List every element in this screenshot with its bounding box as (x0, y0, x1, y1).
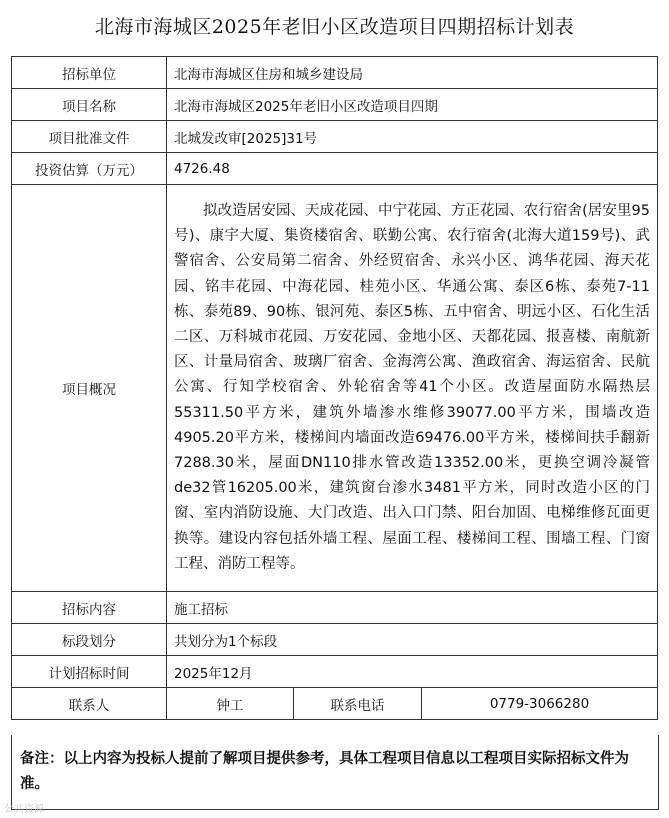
row-value: 4726.48 (167, 153, 658, 185)
row-label: 投资估算（万元） (12, 153, 167, 185)
row-label: 项目批准文件 (12, 121, 167, 153)
row-label: 招标内容 (12, 592, 167, 624)
contact-row (12, 688, 658, 720)
table-row (12, 592, 658, 624)
row-value: 2025年12月 (167, 656, 658, 688)
table-row (12, 185, 658, 592)
row-value: 共划分为1个标段 (167, 624, 658, 656)
row-label: 项目概况 (12, 185, 167, 592)
row-value: 施工招标 (167, 592, 658, 624)
row-label: 项目名称 (12, 89, 167, 121)
contact-name: 钟工 (167, 688, 294, 720)
project-overview-text: 拟改造居安园、天成花园、中宁花园、方正花园、农行宿舍(居安里95号)、康宇大厦、集资楼宿舍、联勤公寓、农行宿舍(北海大道159号)、武警宿舍、公安局第二宿舍、外经贸宿舍、永兴小区、鸿华花园、海天花园、铭丰花园、中海花园、桂苑小区、华通公寓、泰区6栋、泰苑7-11栋、泰苑89、90栋、银河苑、泰区5栋、五中宿舍、明远小区、石化生活二区、万科城市花园、万安花园、金地小区、天都花园、报喜楼、南航新区、计量局宿舍、玻璃厂宿舍、金海湾公寓、渔政宿舍、海运宿舍、民航公寓、行知学校宿舍、外轮宿舍等41个小区。改造屋面防水隔热层55311.50平方米，建筑外墙渗水维修39077.00平方米，围墙改造4905.20平方米，楼梯间内墙面改造69476.00平方米，楼梯间扶手翻新7288.30米，屋面DN110排水管改造13352.00米，更换空调冷凝管de32管16205.00米，建筑窗台渗水3481平方米，同时改造小区的门窗、室内消防设施、大门改造、出入口门禁、阳台加固、电梯维修瓦面更换等。建设内容包括外墙工程、屋面工程、楼梯间工程、围墙工程、门窗工程、消防工程等。 (167, 185, 658, 592)
phone-label: 联系电话 (294, 688, 422, 720)
table-row (12, 57, 658, 89)
table-row (12, 656, 658, 688)
table-row (12, 153, 658, 185)
tender-plan-table (11, 56, 658, 720)
table-row (12, 89, 658, 121)
row-label: 计划招标时间 (12, 656, 167, 688)
page-title: 北海市海城区2025年老旧小区改造项目四期招标计划表 (94, 16, 575, 38)
contact-label: 联系人 (12, 688, 167, 720)
phone-number: 0779-3066280 (422, 688, 658, 720)
row-label: 标段划分 (12, 624, 167, 656)
table-row (12, 624, 658, 656)
watermark: 公共资源 (4, 804, 44, 815)
row-label: 招标单位 (12, 57, 167, 89)
row-value: 北海市海城区住房和城乡建设局 (167, 57, 658, 89)
footnote: 备注：以上内容为投标人提前了解项目提供参考，具体工程项目信息以工程项目实际招标文件为准。 (11, 735, 659, 810)
row-value: 北海市海城区2025年老旧小区改造项目四期 (167, 89, 658, 121)
table-row (12, 121, 658, 153)
row-value: 北城发改审[2025]31号 (167, 121, 658, 153)
